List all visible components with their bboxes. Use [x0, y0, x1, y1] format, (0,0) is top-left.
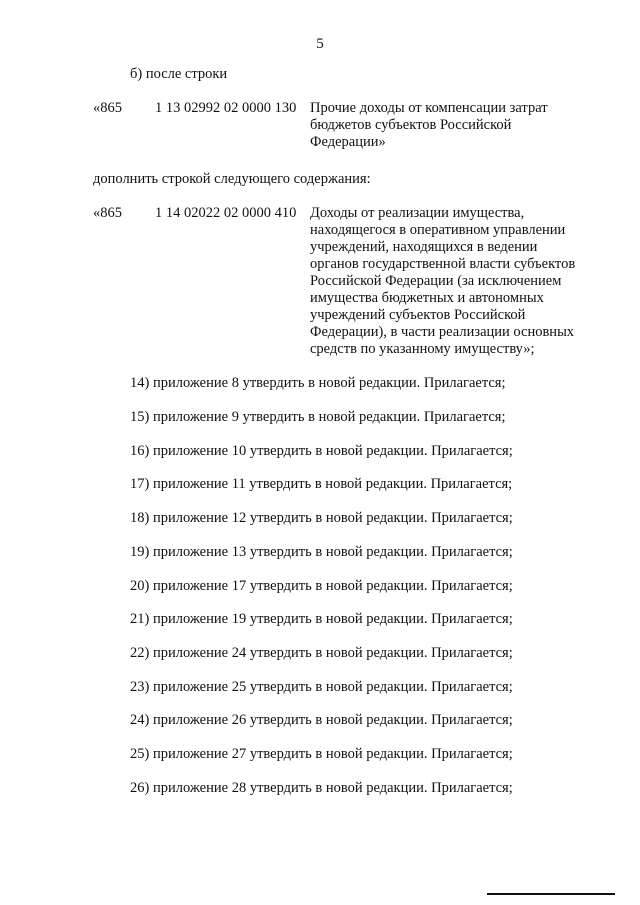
supplement-text: дополнить строкой следующего содержания: [93, 171, 371, 187]
code-row-2-desc-line: имущества бюджетных и автономных [310, 290, 544, 306]
list-item: 25) приложение 27 утвердить в новой редакции. Прилагается; [130, 746, 513, 762]
bottom-rule [487, 893, 615, 895]
code-row-1-desc-line: Федерации» [310, 134, 386, 150]
code-row-2-desc-line: Доходы от реализации имущества, [310, 205, 525, 221]
code-row-2-description [310, 205, 575, 358]
page-number: 5 [316, 36, 324, 52]
code-row-1-desc-line: бюджетов субъектов Российской [310, 117, 512, 133]
list-item: 24) приложение 26 утвердить в новой редакции. Прилагается; [130, 712, 513, 728]
code-row-1-prefix: «865 [93, 100, 122, 116]
list-item: 26) приложение 28 утвердить в новой редакции. Прилагается; [130, 780, 513, 796]
list-item: 23) приложение 25 утвердить в новой редакции. Прилагается; [130, 679, 513, 695]
list-item: 21) приложение 19 утвердить в новой редакции. Прилагается; [130, 611, 513, 627]
list-item: 20) приложение 17 утвердить в новой редакции. Прилагается; [130, 578, 513, 594]
code-row-2-desc-line: средств по указанному имуществу»; [310, 341, 535, 357]
list-item: 17) приложение 11 утвердить в новой редакции. Прилагается; [130, 476, 513, 492]
code-row-2-desc-line: находящегося в оперативном управлении [310, 222, 566, 238]
code-row-2-code: 1 14 02022 02 0000 410 [155, 205, 297, 221]
code-row-2-desc-line: Федерации), в части реализации основных [310, 324, 575, 340]
code-row-2-desc-line: учреждений, находящихся в ведении [310, 239, 538, 255]
list-item: 18) приложение 12 утвердить в новой редакции. Прилагается; [130, 510, 513, 526]
list-item: 22) приложение 24 утвердить в новой редакции. Прилагается; [130, 645, 513, 661]
code-row-1-description [310, 100, 548, 151]
list-item: 15) приложение 9 утвердить в новой редакции. Прилагается; [130, 409, 506, 425]
intro-b-text: б) после строки [130, 66, 228, 82]
code-row-2-prefix: «865 [93, 205, 122, 221]
code-row-1-desc-line: Прочие доходы от компенсации затрат [310, 100, 548, 116]
code-row-1 [0, 100, 640, 160]
list-item: 19) приложение 13 утвердить в новой редакции. Прилагается; [130, 544, 513, 560]
code-row-2 [0, 205, 640, 365]
code-row-2-desc-line: учреждений субъектов Российской [310, 307, 526, 323]
code-row-1-code: 1 13 02992 02 0000 130 [155, 100, 297, 116]
list-item: 14) приложение 8 утвердить в новой редакции. Прилагается; [130, 375, 506, 391]
code-row-2-desc-line: органов государственной власти субъектов [310, 256, 576, 272]
list-item: 16) приложение 10 утвердить в новой редакции. Прилагается; [130, 443, 513, 459]
code-row-2-desc-line: Российской Федерации (за исключением [310, 273, 562, 289]
